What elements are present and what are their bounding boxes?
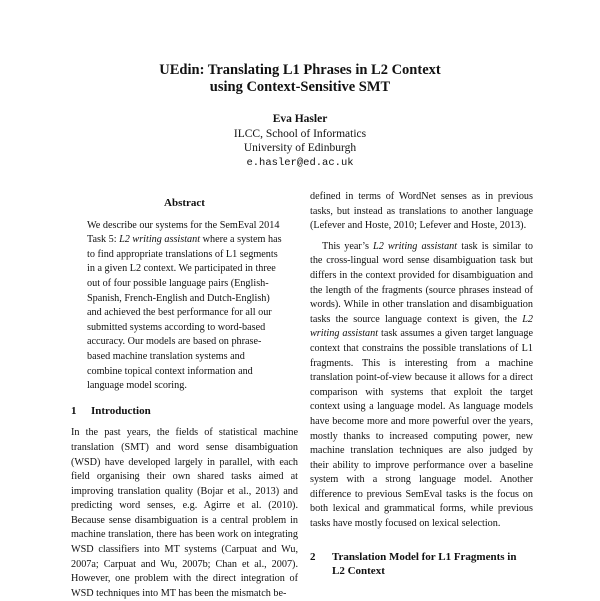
author-university: University of Edinburgh — [243, 142, 357, 154]
section-2-title: Translation Model for L1 Fragments in L2 Context — [332, 550, 517, 578]
title-line-2: using Context-Sensitive SMT — [209, 79, 391, 95]
section-1-heading — [71, 404, 298, 419]
abstract-text: We describe our systems for the SemEval 2014 Task 5: L2 writing assistant where a system has to find appropriate translations of L1 segments in a given L2 context. We participated in three out of four possible language pairs (English-Spanish, French-English and Dutch-English) and achieved the best performance for all our submitted systems according to word-based accuracy. Our models are based on phrase-based machine translation systems and combine topical context information and language model scoring. — [87, 219, 282, 392]
right-para-1: defined in terms of WordNet senses as in previous tasks, but instead as translations to another language (Lefever and Hoste, 2010; Lefever and Hoste, 2013). — [310, 191, 533, 232]
task-name-italic: L2 writing assistant — [373, 240, 458, 252]
section-1-number: 1 — [71, 404, 77, 417]
section-1-body: In the past years, the fields of statistical machine translation (SMT) and word sense disambiguation (WSD) have developed largely in parallel, with each field organising their own shared tasks aimed at improving translation quality (Bojar et al., 2013) and predicting word senses, e.g. Agirre et al. (2010). Because sense disambiguation is a central problem in machine translation, there has been work on integrating WSD classifiers into MT systems (Carpuat and Wu, 2007a; Carpuat and Wu, 2007b; Chan et al., 2007). However, one problem with the direct integration of WSD techniques into MT has been the mismatch be- — [71, 427, 298, 599]
left-column — [71, 196, 298, 601]
author-email[interactable]: e.hasler@ed.ac.uk — [246, 156, 354, 169]
author-affiliation: ILCC, School of Informatics — [233, 127, 367, 140]
author-name: Eva Hasler — [272, 113, 328, 125]
section-1-title: Introduction — [91, 404, 151, 417]
abstract-heading: Abstract — [164, 197, 205, 209]
abstract-task-name: L2 writing assistant — [119, 234, 201, 246]
right-column — [310, 190, 533, 587]
task-name-italic-2: L2 writing assistant — [310, 313, 533, 340]
section-2-heading — [310, 550, 533, 579]
section-2-number: 2 — [310, 550, 316, 563]
paper-title — [0, 62, 600, 96]
author-block — [0, 112, 600, 170]
title-line-1: UEdin: Translating L1 Phrases in L2 Context — [159, 62, 441, 78]
right-para-2: This year’s L2 writing assistant task is similar to the cross-lingual word sense disambiguation task but differs in the context provided for disambiguation and the length of the fragments (source phrases instead of words). While in other translation and disambiguation tasks the source language context is given, the L2 writing assistant task assumes a given target language context that constrains the possible translations of L1 fragments. This is interesting from a machine translation point-of-view because it allows for a direct comparison with systems that exploit the target context using a language model. As language models have become more and more powerful over the years, mostly thanks to increased computing power, new machine translation techniques are also judged by their ability to improve performance over a baseline system with a strong language model. Another difference to previous SemEval tasks is the focus on both lexical and grammatical forms, while previous tasks have mostly focused on lexical selection. — [310, 240, 533, 530]
